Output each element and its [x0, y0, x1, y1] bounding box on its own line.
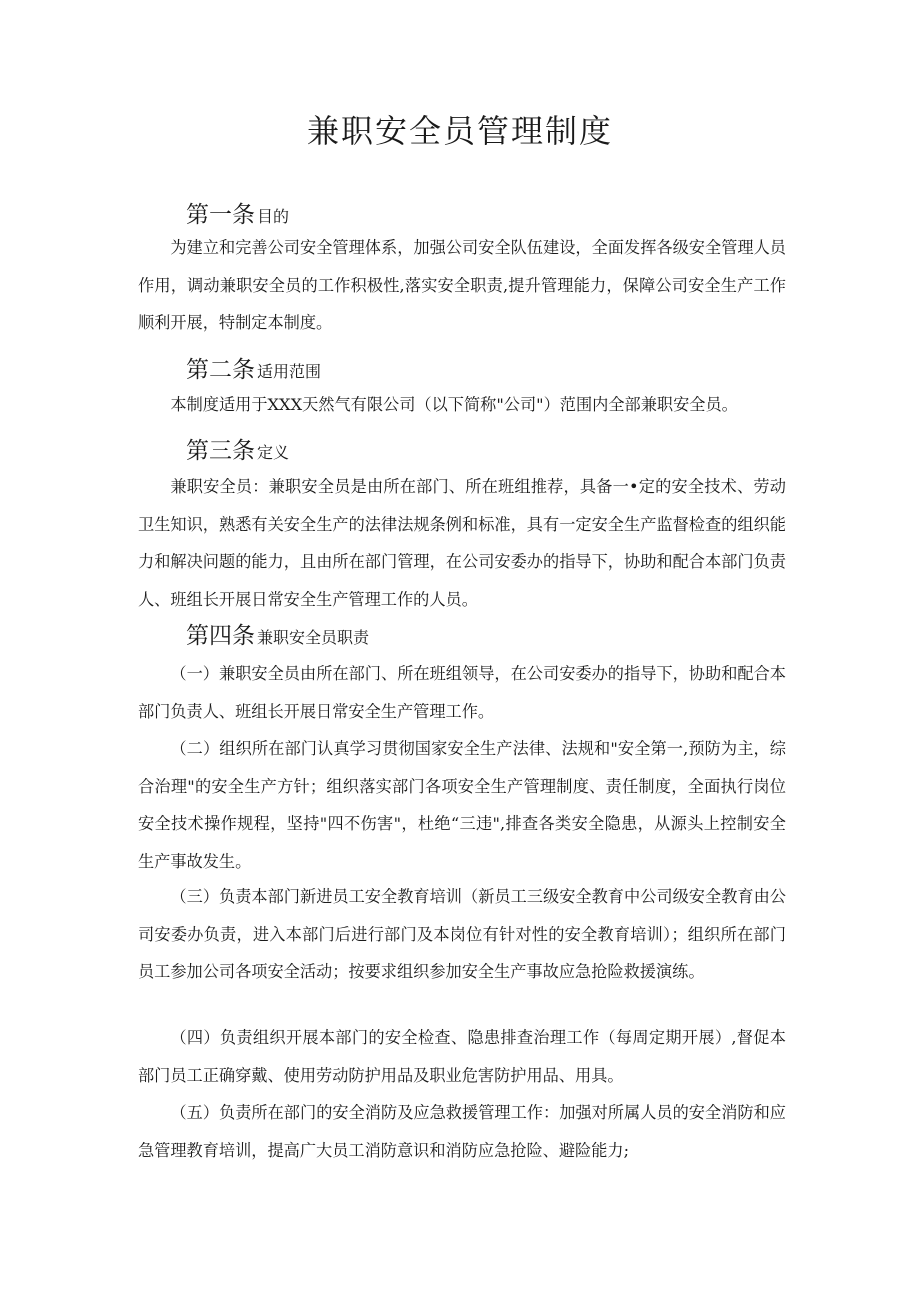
paragraph: 兼职安全员：兼职安全员是由所在部门、所在班组推荐，具备一•定的安全技术、劳动卫生知识，熟悉有关安全生产的法律法规条例和标准，具有一定安全生产监督检查的组织能力和解决问题的能力，且由所在部门管理，在公司安委办的指导下，协助和配合本部门负责人、班组长开展日常安全生产管理工作的人员。: [138, 477, 786, 609]
section-name: 兼职安全员职责: [257, 628, 370, 647]
section-name: 适用范围: [257, 362, 322, 381]
section-name: 定义: [257, 443, 290, 462]
paragraph: （二）组织所在部门认真学习贯彻国家安全生产法律、法规和"安全第一,预防为主，综合治理"的安全生产方针；组织落实部门各项安全生产管理制度、责任制度，全面执行岗位安全技术操作规程，坚持"四不伤害"，杜绝“三违",排查各类安全隐患，从源头上控制安全生产事故发生。: [138, 739, 786, 871]
section-heading-3: [186, 432, 289, 465]
paragraph: （三）负责本部门新进员工安全教育培训（新员工三级安全教育中公司级安全教育由公司安委办负责，进入本部门后进行部门及本岗位有针对性的安全教育培训）；组织所在部门员工参加公司各项安全活动；按要求组织参加安全生产事故应急抢险救援演练。: [138, 887, 786, 981]
section-number: 第一条: [186, 202, 255, 228]
document-title: 兼职安全员管理制度: [306, 112, 613, 150]
paragraph: （五）负责所在部门的安全消防及应急救援管理工作：加强对所属人员的安全消防和应急管理教育培训，提高广大员工消防意识和消防应急抢险、避险能力;: [138, 1103, 786, 1160]
paragraph: 为建立和完善公司安全管理体系，加强公司安全队伍建设，全面发挥各级安全管理人员作用，调动兼职安全员的工作积极性,落实安全职责,提升管理能力，保障公司安全生产工作顺利开展，特制定本制度。: [138, 238, 786, 332]
section-heading-1: [186, 196, 289, 229]
section-heading-4: [186, 617, 369, 650]
paragraph: （一）兼职安全员由所在部门、所在班组领导，在公司安委办的指导下，协助和配合本部门负责人、班组长开展日常安全生产管理工作。: [138, 664, 786, 721]
paragraph: （四）负责组织开展本部门的安全检查、隐患排查治理工作（每周定期开展）,督促本部门员工正确穿戴、使用劳动防护用品及职业危害防护用品、用具。: [138, 1028, 786, 1085]
section-number: 第四条: [186, 623, 255, 649]
section-name: 目的: [257, 207, 290, 226]
section-number: 第二条: [186, 357, 255, 383]
section-number: 第三条: [186, 438, 255, 464]
paragraph: 本制度适用于XXX天然气有限公司（以下简称"公司"）范围内全部兼职安全员。: [170, 395, 738, 414]
section-heading-2: [186, 351, 321, 384]
